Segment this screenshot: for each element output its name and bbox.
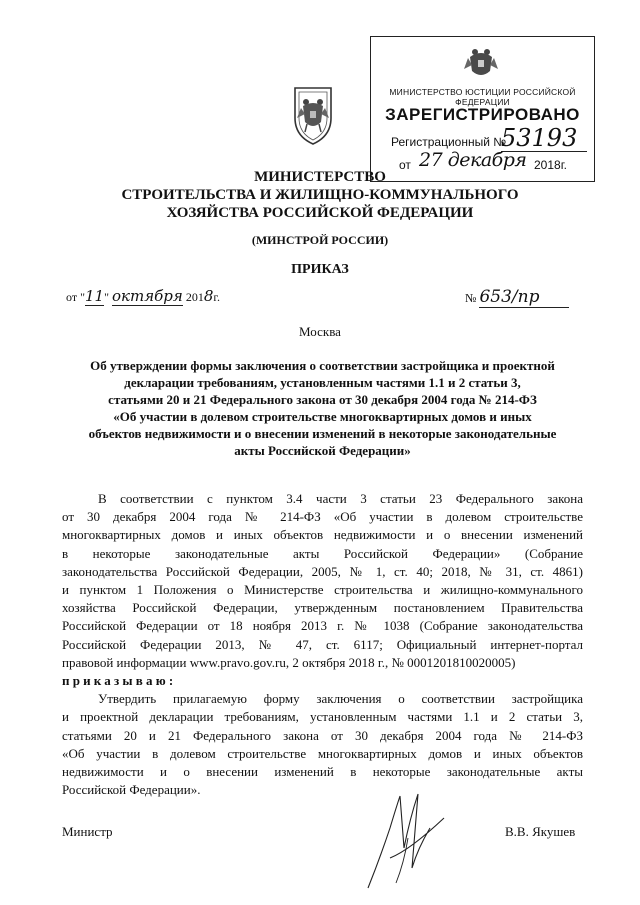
city: Москва <box>299 324 341 339</box>
date-prefix: от " <box>66 290 85 304</box>
document-type: ПРИКАЗ <box>291 262 349 277</box>
ministry-line-1: МИНИСТЕРСТВО <box>254 169 386 185</box>
stamp-registered-label: ЗАРЕГИСТРИРОВАНО <box>385 105 580 124</box>
order-date <box>66 287 220 306</box>
body-line: и проектной декларации требованиям, установленным частями 1.1 и 2 статьи 3, <box>62 709 583 725</box>
body-line: статьями 20 и 21 Федерального закона от 30 декабря 2004 года № 214-ФЗ <box>62 727 583 743</box>
body-line: и пунктом 1 Положения о Министерстве строительства и жилищно-коммунального <box>62 582 583 598</box>
stamp-date-year: 2018г. <box>534 158 567 172</box>
body-line: Российской Федерации». <box>62 782 201 798</box>
body-line: В соответствии с пунктом 3.4 части 3 статьи 23 Федерального закона <box>98 491 583 506</box>
ministry-name <box>0 168 640 222</box>
ministry-line-2: СТРОИТЕЛЬСТВА И ЖИЛИЩНО-КОММУНАЛЬНОГО <box>121 187 519 203</box>
number-prefix: № <box>465 291 477 305</box>
body-line: от 30 декабря 2004 года № 214-ФЗ «Об участии в долевом строительстве <box>62 509 583 525</box>
stamp-ministry: МИНИСТЕРСТВО ЮСТИЦИИ РОССИЙСКОЙ ФЕДЕРАЦИИ <box>389 87 576 107</box>
date-day: 11 <box>84 287 105 305</box>
stamp-emblem-icon <box>463 43 499 81</box>
date-month: октября <box>111 287 183 305</box>
title-line: Об утверждении формы заключения о соответствии застройщика и проектной <box>90 358 555 373</box>
stamp-reg-number: 53193 <box>501 125 587 152</box>
stamp-date: 27 декабря <box>419 149 527 171</box>
date-year-prefix: 201 <box>185 290 204 304</box>
title-line: акты Российской Федерации» <box>234 443 411 458</box>
title-line: «Об участии в долевом строительстве многоквартирных домов и иных <box>113 409 532 424</box>
ministry-short-name: (МИНСТРОЙ РОССИИ) <box>251 233 389 247</box>
title-line: объектов недвижимости и о внесении изменений в некоторые законодательные <box>88 426 557 441</box>
stamp-date-prefix: от <box>399 158 411 172</box>
body-line: «Об участии в долевом строительстве многоквартирных домов и иных объектов <box>62 745 583 761</box>
date-year-digit: 8 <box>203 287 214 305</box>
body-line: хозяйства Российской Федерации, утвержденным постановлением Правительства <box>62 600 583 616</box>
handwritten-signature-icon <box>360 788 450 898</box>
title-line: декларации требованиям, установленным частями 1.1 и 2 статьи 3, <box>124 375 521 390</box>
document-title <box>60 357 585 459</box>
title-line: статьями 20 и 21 Федерального закона от 30 декабря 2004 года № 214-ФЗ <box>108 392 537 407</box>
body-line: недвижимости и о внесении изменений в некоторые законодательные акты <box>62 764 583 780</box>
coat-of-arms-icon <box>289 84 337 146</box>
signer-name: В.В. Якушев <box>505 824 576 839</box>
body-line: Российской Федерации 2013, № 47, ст. 6117; Официальный интернет-портал <box>62 636 583 652</box>
ministry-line-3: ХОЗЯЙСТВА РОССИЙСКОЙ ФЕДЕРАЦИИ <box>166 205 474 221</box>
stamp-reg-number-label: Регистрационный № <box>391 135 507 149</box>
body-line: многоквартирных домов и иных объектов недвижимости и о внесении изменений <box>62 527 583 543</box>
signer-position: Министр <box>62 824 113 839</box>
body-line: правовой информации www.pravo.gov.ru, 2 октября 2018 г., № 0001201810020005) <box>62 654 516 670</box>
document-body <box>62 490 583 799</box>
date-mid: " <box>104 290 109 304</box>
body-line: Утвердить прилагаемую форму заключения о соответствии застройщика <box>98 691 583 707</box>
order-number <box>465 287 569 308</box>
body-line: Российской Федерации от 18 ноября 2013 г. № 1038 (Собрание законодательства <box>62 618 583 634</box>
date-year-suffix: г. <box>213 290 220 304</box>
body-line: в некоторые законодательные акты Российской Федерации» (Собрание <box>62 545 583 561</box>
body-line: законодательства Российской Федерации, 2005, № 1, ст. 40; 2018, № 31, ст. 4861) <box>62 563 583 579</box>
number-value: 653/пр <box>479 287 569 308</box>
prikazyvayu: приказываю: <box>62 673 177 689</box>
registration-stamp <box>370 36 595 182</box>
